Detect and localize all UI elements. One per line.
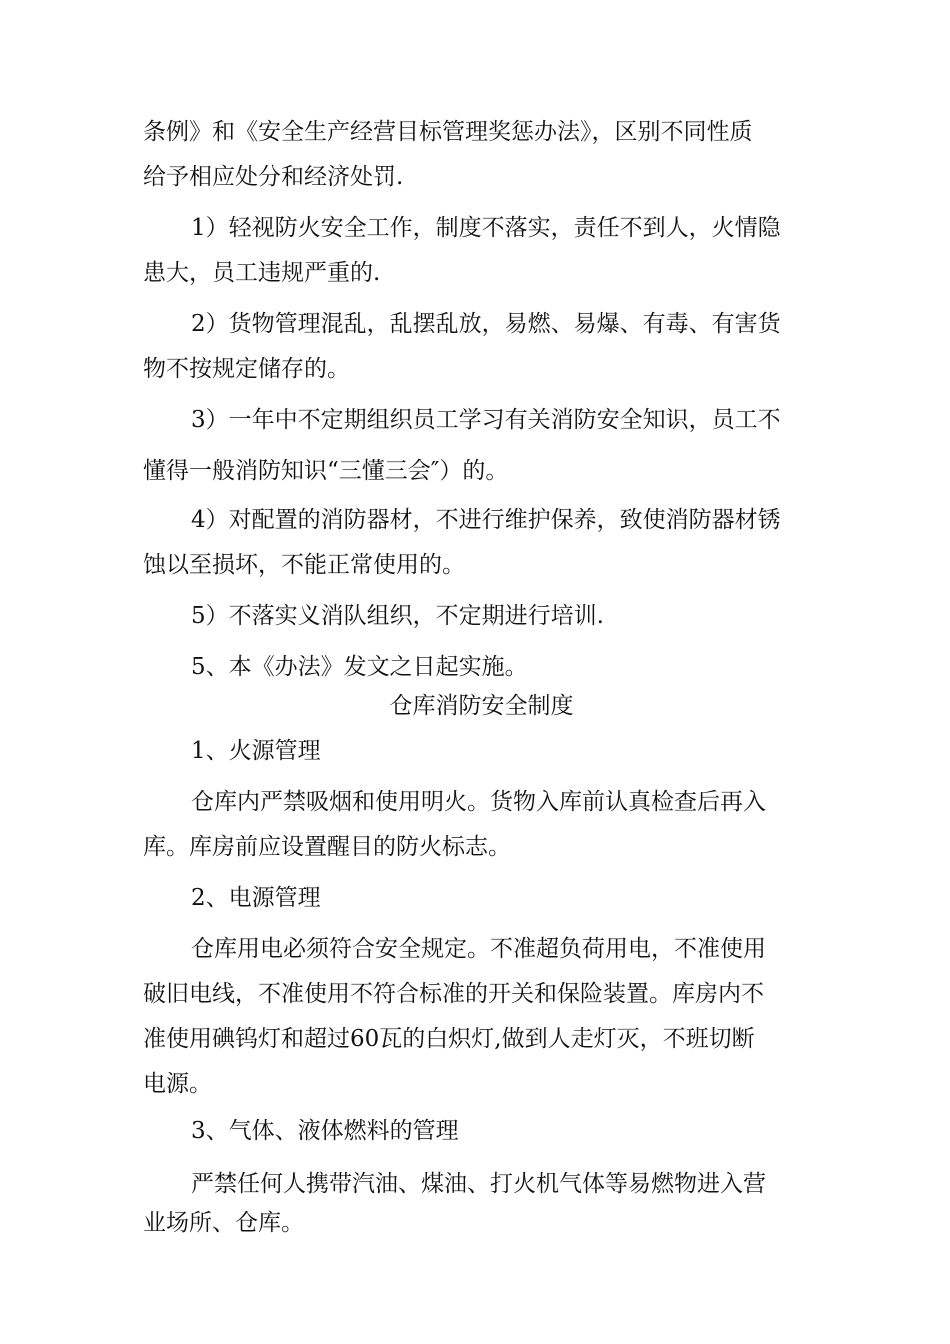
text-line: 库。库房前应设置醒目的防火标志。	[143, 834, 511, 860]
section-title	[143, 684, 820, 729]
paragraph-penalty-intro	[143, 110, 820, 200]
text-line: 患大，员工违规严重的.	[143, 260, 381, 286]
paragraph-item-4	[143, 498, 820, 588]
text-line: 物不按规定储存的。	[143, 356, 350, 382]
paragraph-item-1	[143, 206, 820, 296]
text-line: 4）对配置的消防器材，不进行维护保养，致使消防器材锈	[191, 507, 781, 533]
title-text: 仓库消防安全制度	[389, 693, 574, 719]
text-line: 业场所、仓库。	[143, 1210, 304, 1236]
text-line: 给予相应处分和经济处罚.	[143, 164, 404, 190]
text-line: 1）轻视防火安全工作，制度不落实，责任不到人，火情隐	[191, 215, 781, 241]
text-line: 2）货物管理混乱，乱摆乱放，易燃、易爆、有毒、有害货	[191, 311, 781, 337]
text-line: 条例》和《安全生产经营目标管理奖惩办法》，区别不同性质	[143, 119, 753, 145]
text-line: 3、气体、液体燃料的管理	[191, 1118, 459, 1144]
heading-fire-source	[143, 729, 820, 774]
paragraph-fire-source	[143, 780, 820, 870]
paragraph-power-source	[143, 927, 820, 1107]
text-line: 3）一年中不定期组织员工学习有关消防安全知识，员工不	[191, 407, 781, 433]
text-line: 1、火源管理	[191, 738, 321, 764]
text-line: 蚀以至损坏，不能正常使用的。	[143, 552, 465, 578]
heading-power-source	[143, 876, 820, 921]
text-line: 懂得一般消防知识“三懂三会″）的。	[143, 458, 509, 484]
text-line: 2、电源管理	[191, 885, 321, 911]
text-line: 5）不落实义消队组织，不定期进行培训.	[191, 603, 604, 629]
text-line: 5、本《办法》发文之日起实施。	[191, 654, 528, 680]
text-line: 破旧电线，不准使用不符合标准的开关和保险装置。库房内不	[143, 981, 764, 1007]
document-body	[143, 110, 820, 1246]
paragraph-item-5	[143, 594, 820, 639]
paragraph-fuel-management	[143, 1162, 820, 1246]
text-line: 仓库用电必须符合安全规定。不准超负荷用电，不准使用	[191, 936, 766, 962]
text-line: 仓库内严禁吸烟和使用明火。货物入库前认真检查后再入	[191, 789, 766, 815]
text-line: 严禁任何人携带汽油、煤油、打火机气体等易燃物进入营	[191, 1171, 766, 1197]
paragraph-item-3	[143, 398, 820, 494]
paragraph-item-2	[143, 302, 820, 392]
text-line: 电源。	[143, 1071, 212, 1097]
text-line: 准使用碘钨灯和超过60瓦的白炽灯,做到人走灯灭，不班切断	[143, 1026, 755, 1052]
heading-fuel-management	[143, 1109, 820, 1154]
